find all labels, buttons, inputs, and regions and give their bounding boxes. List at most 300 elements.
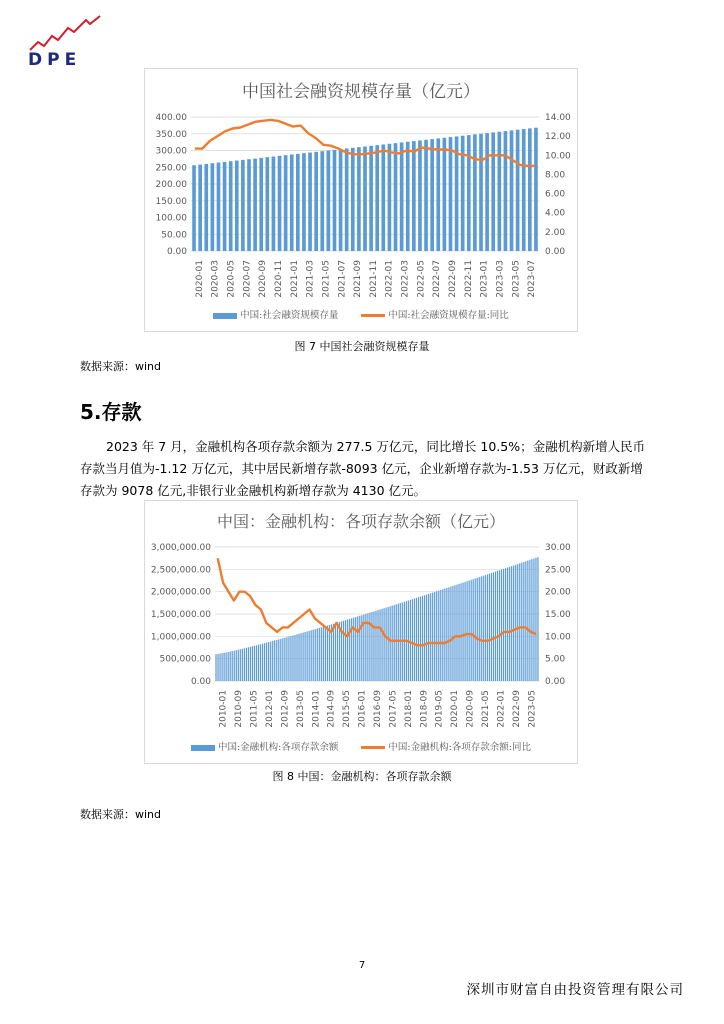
bar (440, 590, 441, 681)
bar (392, 606, 393, 681)
bar (469, 581, 470, 681)
bar (343, 621, 344, 681)
x-tick-label: 2022-01 (384, 260, 395, 298)
bar (390, 606, 391, 681)
chart-plot (145, 501, 577, 763)
chart-title: 中国社会融资规模存量（亿元） (242, 82, 480, 102)
y-tick-label-left: 1,000,000.00 (150, 632, 211, 643)
bar (259, 158, 263, 251)
bar (284, 638, 285, 681)
bar (230, 652, 231, 681)
bar (232, 651, 233, 681)
bar (345, 148, 349, 251)
bar (497, 132, 501, 251)
y-tick-label-left: 50.00 (161, 230, 187, 241)
bar (452, 586, 453, 681)
bar (308, 153, 312, 251)
bar (327, 626, 328, 681)
bar (516, 130, 520, 251)
bar (467, 135, 471, 251)
bar (386, 608, 387, 681)
y-tick-label-right: 4.00 (545, 208, 566, 219)
bar (412, 599, 413, 681)
bar (242, 649, 243, 681)
legend-label: 中国:社会融资规模存量:同比 (388, 310, 509, 321)
legend-swatch-line (361, 746, 385, 749)
x-tick-label: 2018-09 (419, 690, 430, 728)
bar (294, 635, 295, 681)
section-heading: 5.存款 (80, 400, 142, 424)
x-tick-label: 2020-05 (226, 260, 237, 298)
bar (507, 568, 508, 681)
x-tick-label: 2022-07 (432, 260, 443, 298)
chart-legend (145, 739, 577, 753)
y-tick-label-left: 200.00 (155, 180, 187, 190)
bar (345, 620, 346, 681)
bar (388, 144, 392, 251)
y-tick-label-right: 12.00 (545, 132, 571, 143)
y-tick-label-left: 1,500,000.00 (150, 610, 211, 620)
bar (491, 573, 492, 681)
x-tick-label: 2016-01 (357, 690, 368, 728)
bar (276, 640, 277, 681)
bar (510, 130, 514, 251)
x-tick-label: 2021-09 (353, 260, 364, 298)
bar (219, 654, 220, 681)
bar (314, 152, 318, 251)
x-tick-label: 2013-05 (295, 690, 306, 728)
bar (357, 147, 361, 251)
y-tick-label-right: 30.00 (545, 543, 571, 553)
bar (333, 624, 334, 681)
bar (349, 619, 350, 681)
bar (278, 639, 279, 681)
page-number: 7 (358, 960, 366, 971)
bar (302, 633, 303, 681)
bar (290, 636, 291, 681)
bar (511, 566, 512, 681)
bar (485, 133, 489, 251)
bar (529, 560, 530, 681)
bar (473, 579, 474, 681)
bar (531, 559, 532, 681)
figure-caption: 图 8 中国：金融机构：各项存款余额 (272, 770, 452, 783)
bar (491, 132, 495, 251)
bar (450, 587, 451, 681)
bar (396, 604, 397, 681)
bar (298, 634, 299, 681)
y-tick-label-right: 2.00 (545, 227, 566, 238)
data-source: 数据来源：wind (80, 808, 162, 821)
legend-item-line (361, 739, 531, 753)
x-tick-label: 2021-05 (321, 260, 332, 298)
bar (519, 563, 520, 681)
bar (426, 595, 427, 681)
bar (462, 583, 463, 681)
bar (458, 584, 459, 681)
y-tick-label-right: 0.00 (545, 677, 566, 687)
bar (323, 627, 324, 681)
series-line (218, 558, 537, 645)
bar (252, 646, 253, 681)
y-tick-label-left: 2,500,000.00 (150, 565, 211, 576)
x-tick-label: 2012-09 (280, 690, 291, 728)
bar (394, 143, 398, 251)
bar (504, 131, 508, 251)
bar (449, 137, 453, 251)
bar (347, 619, 348, 681)
data-source: 数据来源：wind (80, 360, 162, 373)
legend-label: 中国:金融机构:各项存款余额:同比 (388, 742, 532, 753)
bar (416, 598, 417, 681)
bar (236, 650, 237, 681)
bar (278, 156, 282, 251)
bar (505, 568, 506, 681)
bar (497, 571, 498, 681)
bar (375, 145, 379, 251)
y-tick-label-left: 100.00 (155, 213, 187, 224)
bar (420, 597, 421, 681)
bar (321, 627, 322, 681)
bar (489, 574, 490, 681)
bar (495, 572, 496, 681)
x-tick-label: 2023-03 (495, 260, 506, 298)
bar (430, 139, 434, 251)
x-tick-label: 2020-09 (465, 690, 476, 728)
footer-company: 深圳市财富自由投资管理有限公司 (466, 982, 684, 998)
bar (479, 577, 480, 681)
x-tick-label: 2017-05 (388, 690, 399, 728)
bar (226, 652, 227, 681)
y-tick-label-right: 14.00 (545, 113, 571, 123)
bar (229, 161, 233, 251)
bar (371, 612, 372, 681)
bar (274, 640, 275, 681)
x-tick-label: 2015-05 (342, 690, 353, 728)
bar (456, 585, 457, 681)
bar (357, 616, 358, 681)
bar (442, 589, 443, 681)
bar (414, 599, 415, 681)
bar (320, 151, 324, 251)
x-tick-label: 2011-05 (249, 690, 260, 728)
bar (485, 575, 486, 681)
bar (238, 650, 239, 681)
y-tick-label-left: 2,000,000.00 (150, 587, 211, 598)
bar (250, 647, 251, 681)
y-tick-label-right: 10.00 (545, 151, 571, 162)
bar (268, 642, 269, 681)
bar (327, 151, 331, 252)
bar (379, 609, 380, 681)
bar (369, 146, 373, 251)
y-tick-label-left: 350.00 (155, 129, 187, 140)
y-tick-label-left: 500,000.00 (159, 654, 211, 665)
bar (211, 163, 215, 251)
x-tick-label: 2021-03 (305, 260, 316, 298)
bar (260, 644, 261, 681)
bar (217, 163, 221, 251)
bar (400, 142, 404, 251)
x-tick-label: 2010-01 (218, 690, 229, 728)
x-tick-label: 2022-05 (416, 260, 427, 298)
bar (444, 589, 445, 681)
bar (383, 608, 384, 681)
bar (363, 146, 367, 251)
x-tick-label: 2021-01 (289, 260, 300, 298)
bar (265, 157, 269, 251)
bar (517, 564, 518, 681)
bar (270, 642, 271, 681)
bar (537, 557, 538, 681)
bar (240, 649, 241, 681)
x-tick-label: 2014-09 (326, 690, 337, 728)
x-tick-label: 2016-09 (373, 690, 383, 728)
x-tick-label: 2023-01 (479, 260, 490, 298)
x-tick-label: 2021-11 (368, 260, 379, 298)
bar (499, 570, 500, 681)
bar (315, 629, 316, 681)
bar (258, 645, 259, 681)
bar (253, 159, 257, 251)
y-tick-label-left: 300.00 (155, 146, 187, 157)
bar (319, 628, 320, 681)
bar (355, 617, 356, 681)
chart-title: 中国：金融机构：各项存款余额（亿元） (216, 512, 505, 531)
bar (467, 581, 468, 681)
bar (483, 576, 484, 681)
bar (317, 629, 318, 681)
chart-legend (145, 307, 577, 321)
bar (388, 607, 389, 681)
bar (460, 583, 461, 681)
bar (430, 593, 431, 681)
bar (246, 648, 247, 681)
bar (394, 605, 395, 681)
bar (325, 626, 326, 681)
bar (292, 635, 293, 681)
x-tick-label: 2012-01 (265, 690, 275, 728)
chart-social-financing (144, 68, 578, 332)
bar (513, 565, 514, 681)
chart-deposits (144, 500, 578, 764)
bar (534, 128, 538, 251)
bar (351, 148, 355, 251)
bar (428, 594, 429, 681)
x-tick-label: 2021-05 (481, 690, 491, 728)
y-tick-label-left: 3,000,000.00 (150, 543, 211, 553)
bar (461, 136, 465, 251)
bar (406, 142, 410, 251)
x-tick-label: 2023-07 (527, 260, 538, 298)
bar (221, 653, 222, 681)
bar (375, 611, 376, 681)
x-tick-label: 2022-01 (496, 690, 507, 728)
bar (247, 159, 251, 251)
x-tick-label: 2023-05 (511, 260, 522, 298)
bar (424, 595, 425, 681)
bar (422, 596, 423, 681)
y-tick-label-left: 0.00 (190, 677, 211, 687)
bar (333, 150, 337, 251)
legend-item-line (361, 307, 508, 321)
y-tick-label-left: 250.00 (155, 163, 187, 174)
bar (410, 600, 411, 681)
bar (224, 653, 225, 681)
bar (335, 623, 336, 681)
bar (412, 141, 416, 251)
x-tick-label: 2020-11 (274, 260, 284, 298)
bar (535, 558, 536, 681)
bar (296, 634, 297, 681)
bar (284, 155, 288, 251)
bar (282, 638, 283, 681)
bar (533, 558, 534, 681)
bar (487, 574, 488, 681)
bar (501, 570, 502, 681)
bar (256, 645, 257, 681)
bar (381, 609, 382, 681)
bar (432, 593, 433, 681)
x-tick-label: 2014-01 (311, 690, 322, 728)
bar (481, 576, 482, 681)
bar (272, 157, 276, 251)
bar (471, 580, 472, 681)
bar (302, 153, 306, 251)
bar (192, 165, 196, 251)
bar (443, 138, 447, 251)
bar (418, 140, 422, 251)
x-tick-label: 2010-09 (234, 690, 245, 728)
x-tick-label: 2023-05 (527, 690, 538, 728)
x-tick-label: 2020-01 (194, 260, 205, 298)
y-tick-label-right: 6.00 (545, 189, 566, 200)
bar (215, 654, 216, 681)
bar (521, 563, 522, 681)
bar (473, 134, 477, 251)
bar (329, 625, 330, 681)
bar (296, 154, 300, 251)
bar (522, 129, 526, 251)
y-tick-label-right: 20.00 (545, 587, 571, 598)
y-tick-label-left: 0.00 (166, 247, 187, 257)
figure-caption: 图 7 中国社会融资规模存量 (294, 340, 430, 353)
x-tick-label: 2022-09 (448, 260, 458, 298)
legend-swatch-bar (191, 745, 215, 751)
bar (479, 134, 483, 251)
y-tick-label-left: 400.00 (155, 113, 187, 123)
bar (493, 572, 494, 681)
bar (280, 639, 281, 681)
bar (515, 565, 516, 681)
y-tick-label-right: 5.00 (545, 654, 566, 665)
bar (400, 603, 401, 681)
bar (290, 155, 294, 251)
bar (477, 578, 478, 681)
bar (434, 592, 435, 681)
bar (286, 637, 287, 681)
bar (223, 162, 227, 251)
bar (398, 604, 399, 681)
bar (272, 641, 273, 681)
bar (217, 654, 218, 681)
y-tick-label-right: 0.00 (545, 247, 566, 257)
logo-text: DPE (28, 50, 82, 70)
y-tick-label-left: 150.00 (155, 196, 187, 207)
legend-swatch-bar (213, 313, 237, 319)
bar (254, 646, 255, 681)
x-tick-label: 2022-09 (511, 690, 522, 728)
x-tick-label: 2021-07 (337, 260, 348, 298)
bar (309, 631, 310, 681)
bar (373, 611, 374, 681)
y-tick-label-right: 15.00 (545, 610, 571, 620)
y-tick-label-right: 10.00 (545, 632, 571, 643)
bar (264, 643, 265, 681)
legend-item-bar (191, 739, 338, 753)
bar (244, 648, 245, 681)
bar (313, 630, 314, 681)
bar (266, 643, 267, 681)
bar (381, 144, 385, 251)
bar (424, 140, 428, 251)
bar (438, 591, 439, 681)
x-tick-label: 2018-01 (403, 690, 414, 728)
bar (527, 561, 528, 681)
bar (503, 569, 504, 681)
x-tick-label: 2022-03 (400, 260, 411, 298)
bar (305, 632, 306, 681)
bar (523, 562, 524, 681)
bar (446, 588, 447, 681)
bar (198, 165, 202, 251)
bar (509, 567, 510, 681)
bar (448, 587, 449, 681)
bar (454, 585, 455, 681)
legend-label: 中国:社会融资规模存量 (240, 310, 339, 321)
x-tick-label: 2020-01 (450, 690, 461, 728)
bar (339, 149, 343, 251)
bar (288, 637, 289, 681)
bar (228, 652, 229, 681)
x-tick-label: 2020-09 (258, 260, 269, 298)
x-tick-label: 2022-11 (463, 260, 474, 298)
chart-plot (145, 69, 577, 331)
bar (337, 623, 338, 681)
bar (307, 631, 308, 681)
bar (475, 578, 476, 681)
bar (204, 164, 208, 251)
x-tick-label: 2019-05 (434, 690, 445, 728)
x-tick-label: 2020-07 (242, 260, 253, 298)
y-tick-label-right: 8.00 (545, 170, 566, 181)
bar (241, 160, 245, 251)
bar (235, 161, 239, 251)
bar (464, 582, 465, 681)
bar (300, 633, 301, 681)
body-paragraph: 2023 年 7 月，金融机构各项存款余额为 277.5 万亿元，同比增长 10.5%；金融机构新增人民币存款当月值为-1.12 万亿元，其中居民新增存款-8093 亿元，企业新增存款为-1.53 万亿元，财政新增存款为 9078 亿元,非银行业金融机构新增存款为 4130 亿元。 (80, 439, 646, 498)
bar (528, 128, 532, 251)
bar (248, 647, 249, 681)
legend-label: 中国:金融机构:各项存款余额 (217, 742, 339, 753)
x-tick-label: 2020-03 (210, 260, 221, 298)
legend-swatch-line (361, 314, 385, 317)
bar (311, 630, 312, 681)
bar (359, 616, 360, 681)
legend-item-bar (213, 307, 338, 321)
bar (525, 561, 526, 681)
bar (436, 591, 437, 681)
